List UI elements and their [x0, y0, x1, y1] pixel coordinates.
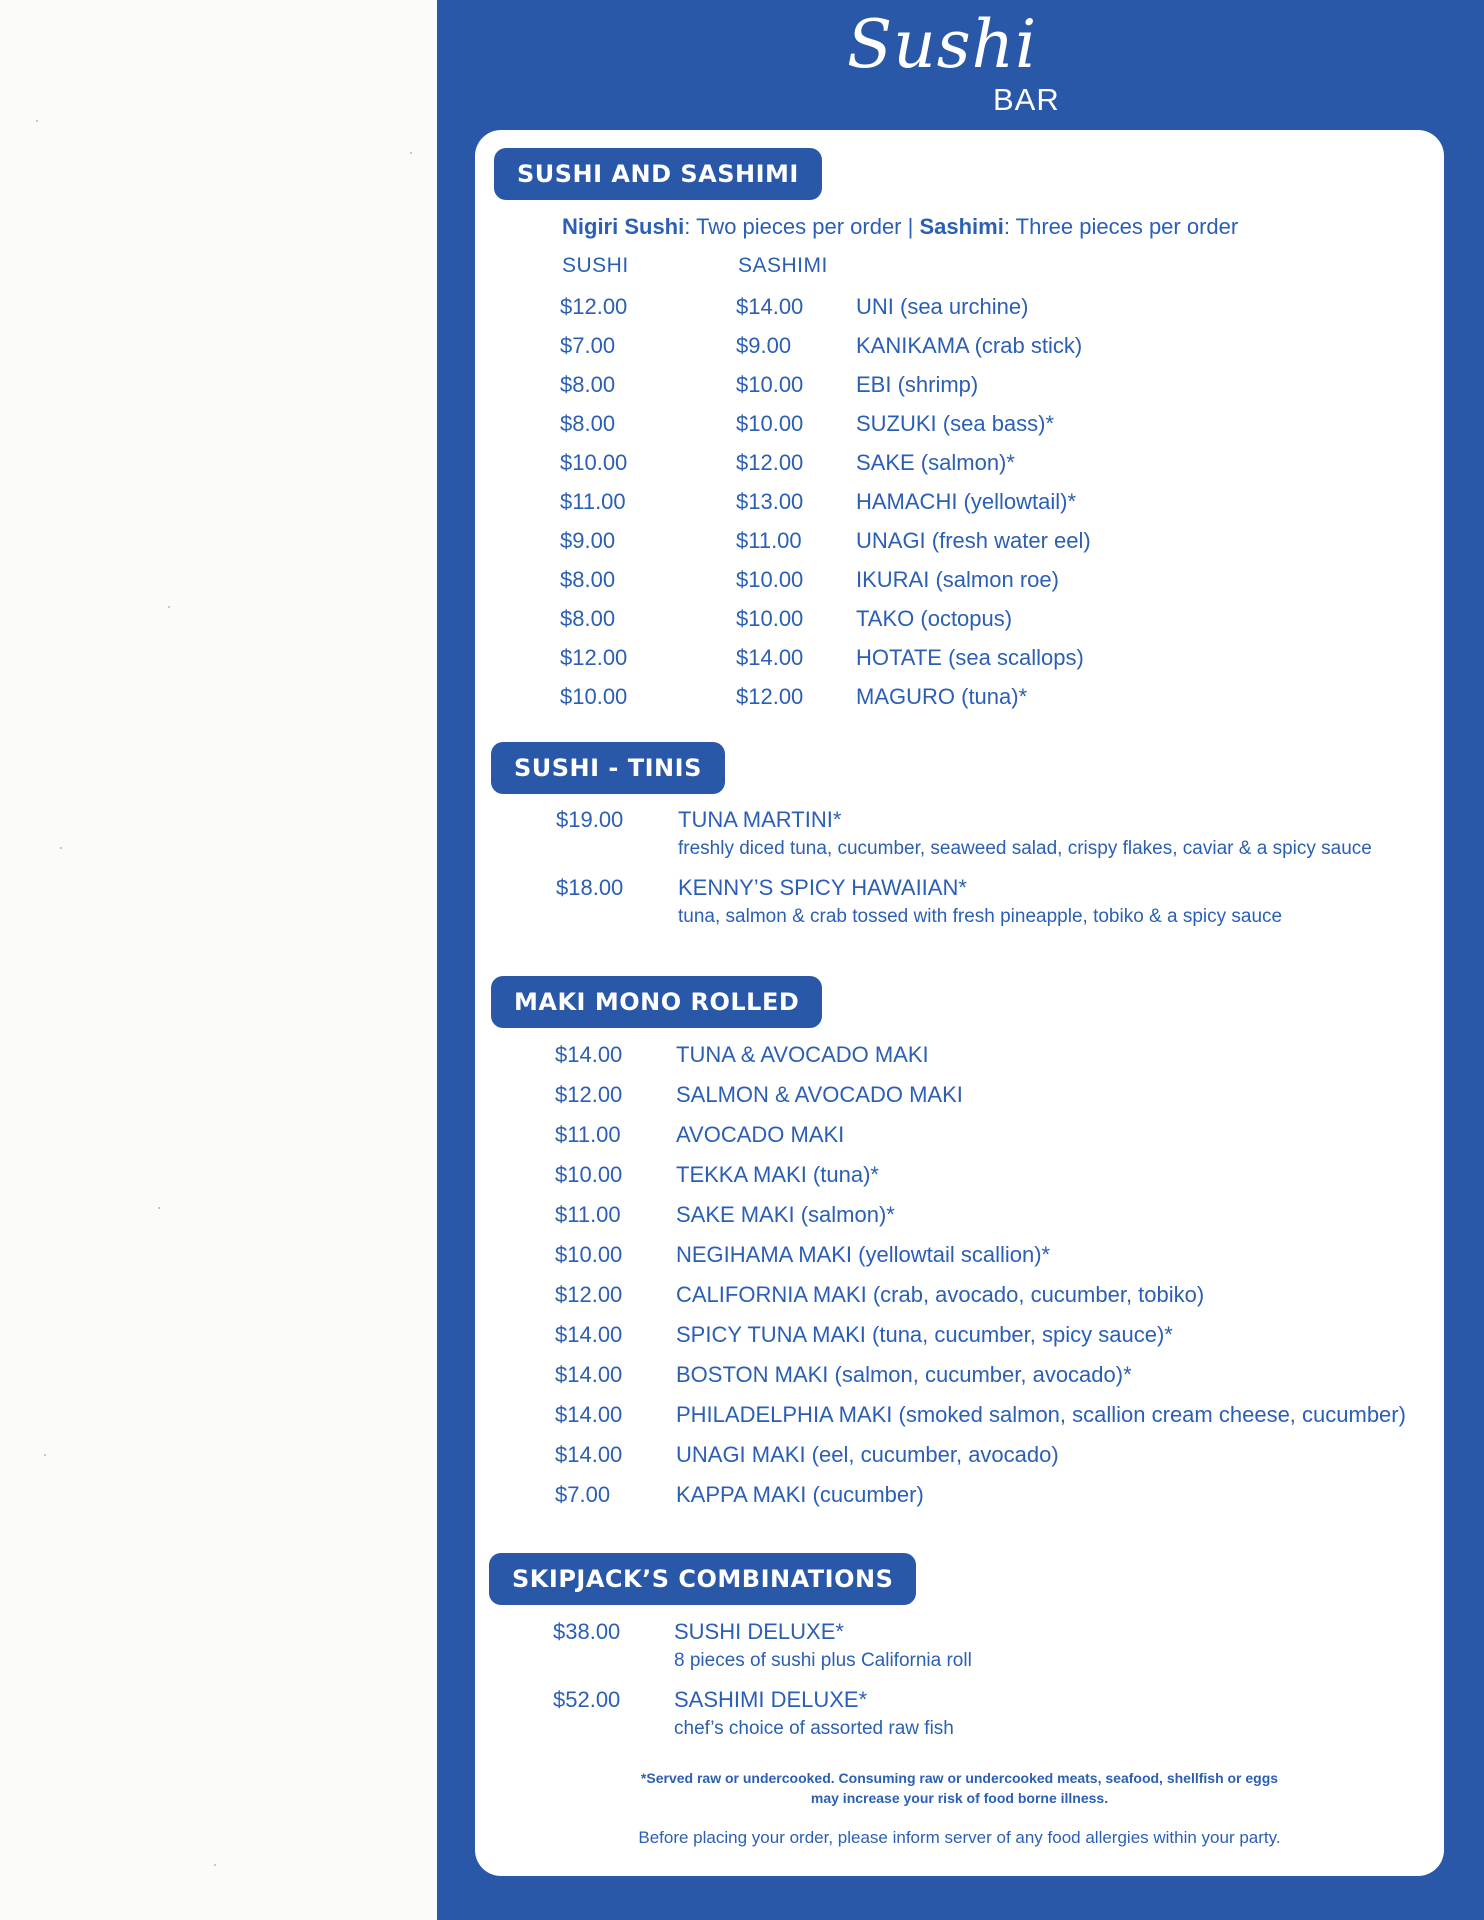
sushi-price: $8.00 [560, 567, 616, 592]
item-description: tuna, salmon & crab tossed with fresh pineapple, tobiko & a spicy sauce [678, 906, 1283, 927]
pieces-note [562, 214, 1238, 240]
item-price: $10.00 [555, 1242, 623, 1267]
item-name: SPICY TUNA MAKI (tuna, cucumber, spicy sauce)* [676, 1322, 1173, 1347]
section-heading-maki: MAKI MONO ROLLED [491, 976, 822, 1028]
brand-logo [847, 6, 1067, 122]
item-name: AVOCADO MAKI [676, 1122, 845, 1147]
scan-speck [410, 152, 412, 154]
item-price: $52.00 [553, 1687, 621, 1712]
menu-board [437, 0, 1484, 1920]
item-price: $12.00 [555, 1282, 623, 1307]
item-name: HAMACHI (yellowtail)* [856, 489, 1077, 514]
item-price: $11.00 [555, 1122, 621, 1147]
item-price: $14.00 [555, 1402, 623, 1427]
sushi-price: $12.00 [560, 294, 628, 319]
item-name: EBI (shrimp) [856, 372, 979, 397]
item-price: $14.00 [555, 1362, 623, 1387]
item-name: TEKKA MAKI (tuna)* [676, 1162, 879, 1187]
item-price: $14.00 [555, 1042, 623, 1067]
sashimi-price: $10.00 [736, 606, 804, 631]
item-name: HOTATE (sea scallops) [856, 645, 1084, 670]
sushi-price: $9.00 [560, 528, 616, 553]
item-name: UNAGI (fresh water eel) [856, 528, 1091, 553]
brand-script: Sushi [847, 6, 1038, 83]
sushi-price: $11.00 [560, 489, 626, 514]
raw-food-disclaimer [475, 1768, 1444, 1808]
sashimi-price: $14.00 [736, 645, 804, 670]
allergy-notice: Before placing your order, please inform server of any food allergies within your party. [638, 1828, 1281, 1847]
scan-speck [214, 1864, 216, 1866]
item-name: SUSHI DELUXE* [674, 1619, 844, 1644]
item-price: $12.00 [555, 1082, 623, 1107]
item-name: SAKE MAKI (salmon)* [676, 1202, 895, 1227]
item-name: UNAGI MAKI (eel, cucumber, avocado) [676, 1442, 1059, 1467]
scan-speck [36, 120, 38, 122]
sushi-price: $10.00 [560, 684, 628, 709]
disclaimer-line-1: *Served raw or undercooked. Consuming raw or undercooked meats, seafood, shellfish or eggs [640, 1770, 1279, 1786]
item-price: $14.00 [555, 1442, 623, 1467]
sushi-price: $8.00 [560, 372, 616, 397]
sashimi-price: $14.00 [736, 294, 804, 319]
nigiri-label: Nigiri Sushi [562, 214, 685, 239]
item-description: 8 pieces of sushi plus California roll [674, 1650, 972, 1671]
item-name: SUZUKI (sea bass)* [856, 411, 1055, 436]
item-name: KANIKAMA (crab stick) [856, 333, 1083, 358]
item-price: $38.00 [553, 1619, 621, 1644]
scan-speck [60, 847, 62, 849]
sushi-price: $7.00 [560, 333, 616, 358]
column-header-sashimi: SASHIMI [738, 254, 828, 277]
sashimi-text: : Three pieces per order [1003, 214, 1239, 239]
disclaimer-line-2: may increase your risk of food borne illness. [810, 1790, 1109, 1806]
item-name: MAGURO (tuna)* [856, 684, 1028, 709]
sushi-price: $12.00 [560, 645, 628, 670]
scan-blank-margin [0, 0, 437, 1920]
item-name: IKURAI (salmon roe) [856, 567, 1059, 592]
brand-sub: BAR [993, 82, 1060, 117]
sashimi-price: $11.00 [736, 528, 802, 553]
item-name: BOSTON MAKI (salmon, cucumber, avocado)* [676, 1362, 1132, 1387]
item-price: $19.00 [556, 807, 624, 832]
item-name: TAKO (octopus) [856, 606, 1013, 631]
item-name: SALMON & AVOCADO MAKI [676, 1082, 963, 1107]
sushi-price: $8.00 [560, 411, 616, 436]
column-header-sushi: SUSHI [562, 254, 629, 277]
nigiri-text: : Two pieces per order | [684, 214, 920, 239]
section-heading-combinations: SKIPJACK’S COMBINATIONS [489, 1553, 916, 1605]
item-name: CALIFORNIA MAKI (crab, avocado, cucumber, tobiko) [676, 1282, 1205, 1307]
item-name: KENNY’S SPICY HAWAIIAN* [678, 875, 967, 900]
sashimi-price: $12.00 [736, 450, 804, 475]
item-description: chef’s choice of assorted raw fish [674, 1718, 954, 1739]
item-name: TUNA MARTINI* [678, 807, 842, 832]
item-name: NEGIHAMA MAKI (yellowtail scallion)* [676, 1242, 1051, 1267]
sashimi-price: $10.00 [736, 372, 804, 397]
scan-speck [158, 1207, 160, 1209]
scan-speck [168, 606, 170, 608]
sashimi-price: $10.00 [736, 411, 804, 436]
item-price: $7.00 [555, 1482, 611, 1507]
item-name: SASHIMI DELUXE* [674, 1687, 868, 1712]
sashimi-price: $12.00 [736, 684, 804, 709]
menu-card [475, 130, 1444, 1876]
section-heading-sushi-sashimi: SUSHI AND SASHIMI [494, 148, 822, 200]
sushi-price: $10.00 [560, 450, 628, 475]
item-name: TUNA & AVOCADO MAKI [676, 1042, 929, 1067]
item-name: UNI (sea urchine) [856, 294, 1029, 319]
item-price: $11.00 [555, 1202, 621, 1227]
item-price: $10.00 [555, 1162, 623, 1187]
sashimi-price: $9.00 [736, 333, 792, 358]
sashimi-price: $10.00 [736, 567, 804, 592]
sushi-price: $8.00 [560, 606, 616, 631]
sashimi-label: Sashimi [919, 214, 1004, 239]
item-description: freshly diced tuna, cucumber, seaweed salad, crispy flakes, caviar & a spicy sauce [678, 838, 1372, 859]
item-name: PHILADELPHIA MAKI (smoked salmon, scallion cream cheese, cucumber) [676, 1402, 1406, 1427]
item-name: SAKE (salmon)* [856, 450, 1015, 475]
scan-speck [44, 1454, 46, 1456]
section-heading-sushi-tinis: SUSHI - TINIS [491, 742, 725, 794]
item-price: $18.00 [556, 875, 624, 900]
item-name: KAPPA MAKI (cucumber) [676, 1482, 924, 1507]
item-price: $14.00 [555, 1322, 623, 1347]
sashimi-price: $13.00 [736, 489, 804, 514]
